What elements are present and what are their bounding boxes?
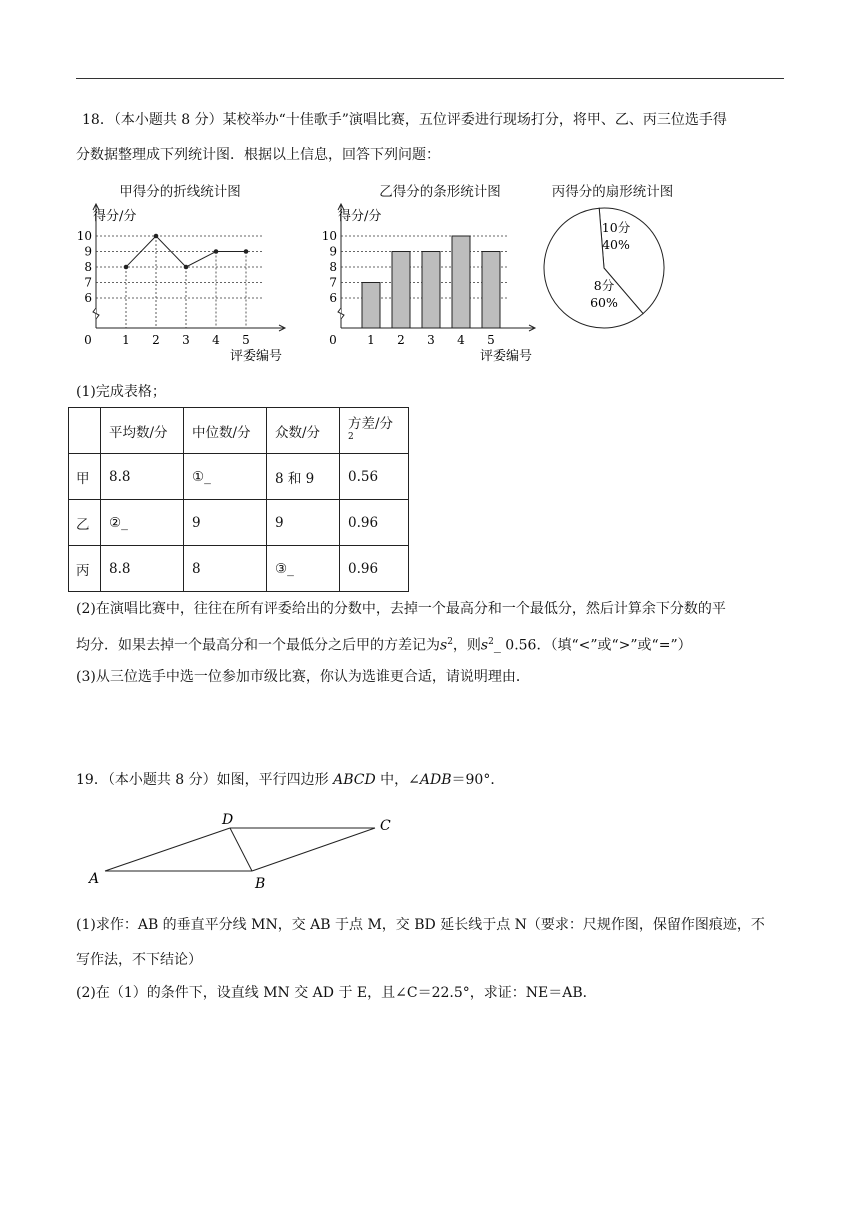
bar [362, 283, 380, 329]
x-tick-label: 4 [212, 333, 220, 347]
q19-part1-line1: (1)求作：AB 的垂直平分线 MN，交 AB 于点 M，交 BD 延长线于点 N（要求：尺规作图，保留作图痕迹，不 [76, 917, 765, 933]
table-cell: ①_ [184, 454, 267, 500]
q19-intro: 19．（本小题共 8 分）如图，平行四边形 ABCD 中，∠ADB＝90°． [76, 772, 505, 788]
row-name: 丙 [69, 546, 101, 592]
x-tick-label: 3 [427, 333, 435, 347]
y-tick-label: 9 [329, 244, 337, 259]
label-d: D [222, 812, 234, 828]
y-tick-label: 8 [84, 260, 92, 274]
y-axis-label: 得分/分 [338, 209, 382, 224]
y-tick-label: 10 [76, 229, 92, 243]
x-tick-label: 0 [329, 333, 337, 347]
y-tick-label: 7 [84, 275, 92, 290]
edge-ad [105, 828, 230, 871]
scores-table [68, 407, 409, 592]
slice-percent: 60% [590, 295, 618, 310]
q18-part1: (1)完成表格； [76, 384, 166, 400]
data-point [154, 234, 159, 239]
table-cell: ②_ [101, 500, 184, 546]
bar [482, 252, 500, 329]
table-cell: 9 [184, 500, 267, 546]
y-tick-label: 6 [329, 291, 337, 305]
edge-db [230, 828, 252, 871]
table-cell: 0.96 [340, 546, 409, 592]
header-mean: 平均数/分 [101, 408, 184, 454]
y-tick-label: 10 [321, 229, 337, 243]
table-row [69, 454, 409, 500]
q18-part2-line2: 均分．如果去掉一个最高分和一个最低分之后甲的方差记为$s^2$，则$s^2\_$ 0.56．（填“<”或“>”或“=”） [76, 637, 692, 654]
header-rule [76, 78, 784, 79]
header-median: 中位数/分 [184, 408, 267, 454]
slice-label: 10分 [601, 220, 631, 235]
table-row [69, 546, 409, 592]
x-tick-label: 5 [242, 333, 250, 347]
q18-part2-line1: (2)在演唱比赛中，往往在所有评委给出的分数中，去掉一个最高分和一个最低分，然后计算余下分数的平 [76, 601, 726, 617]
table-cell: 8 [184, 546, 267, 592]
row-name: 甲 [69, 454, 101, 500]
y-tick-label: 7 [329, 275, 337, 290]
pie-chart-bing [540, 205, 680, 330]
q19-part2: (2)在（1）的条件下，设直线 MN 交 AD 于 E，且∠C＝22.5°，求证：NE＝AB． [76, 985, 597, 1001]
y-axis-label: 得分/分 [93, 209, 137, 224]
q18-part3: (3)从三位选手中选一位参加市级比赛，你认为选谁更合适，请说明理由． [76, 669, 530, 685]
data-point [214, 249, 219, 254]
bar [452, 236, 470, 328]
bar-chart-yi [321, 200, 540, 370]
q19-part1-line2: 写作法，不下结论） [76, 952, 202, 968]
x-axis-label: 评委编号 [230, 349, 283, 364]
slice-label: 8分 [593, 278, 615, 293]
table-cell: 0.96 [340, 500, 409, 546]
x-tick-label: 1 [367, 333, 375, 347]
y-tick-label: 6 [84, 291, 92, 305]
label-c: C [380, 818, 391, 834]
x-tick-label: 4 [457, 333, 465, 347]
y-tick-label: 8 [329, 260, 337, 274]
table-cell: 9 [267, 500, 340, 546]
table-cell: 8.8 [101, 454, 184, 500]
x-tick-label: 0 [84, 333, 92, 347]
chart-jia-title: 甲得分的折线统计图 [119, 184, 241, 200]
y-tick-label: 9 [84, 244, 92, 259]
table-row [69, 500, 409, 546]
header-mode: 众数/分 [267, 408, 340, 454]
x-axis-label: 评委编号 [480, 349, 533, 364]
slice-percent: 40% [602, 237, 630, 252]
q18-intro-line2: 分数据整理成下列统计图．根据以上信息，回答下列问题： [76, 147, 440, 163]
x-tick-label: 2 [397, 333, 405, 347]
data-point [124, 265, 129, 270]
row-name: 乙 [69, 500, 101, 546]
x-tick-label: 5 [487, 333, 495, 347]
axis-break [338, 308, 344, 319]
header-variance: 方差/分 $^2$ [340, 408, 409, 454]
x-tick-label: 1 [122, 333, 130, 347]
table-corner [69, 408, 101, 454]
bar [392, 252, 410, 329]
label-a: A [89, 871, 100, 887]
table-header-row [69, 408, 409, 454]
data-point [244, 249, 249, 254]
label-b: B [255, 876, 266, 892]
axis-break [93, 308, 99, 319]
table-cell: 0.56 [340, 454, 409, 500]
parallelogram-figure [80, 808, 400, 893]
x-tick-label: 3 [182, 333, 190, 347]
chart-bing-title: 丙得分的扇形统计图 [551, 184, 674, 200]
data-point [184, 265, 189, 270]
edge-bc [252, 828, 375, 871]
table-cell: 8.8 [101, 546, 184, 592]
table-cell: 8 和 9 [267, 454, 340, 500]
x-tick-label: 2 [152, 333, 160, 347]
line-chart-jia [76, 200, 290, 370]
chart-yi-title: 乙得分的条形统计图 [379, 184, 501, 200]
table-cell: ③_ [267, 546, 340, 592]
bar [422, 252, 440, 329]
q18-intro-line1: 18．（本小题共 8 分）某校举办“十佳歌手”演唱比赛，五位评委进行现场打分，将甲、乙、丙三位选手得 [82, 112, 727, 128]
